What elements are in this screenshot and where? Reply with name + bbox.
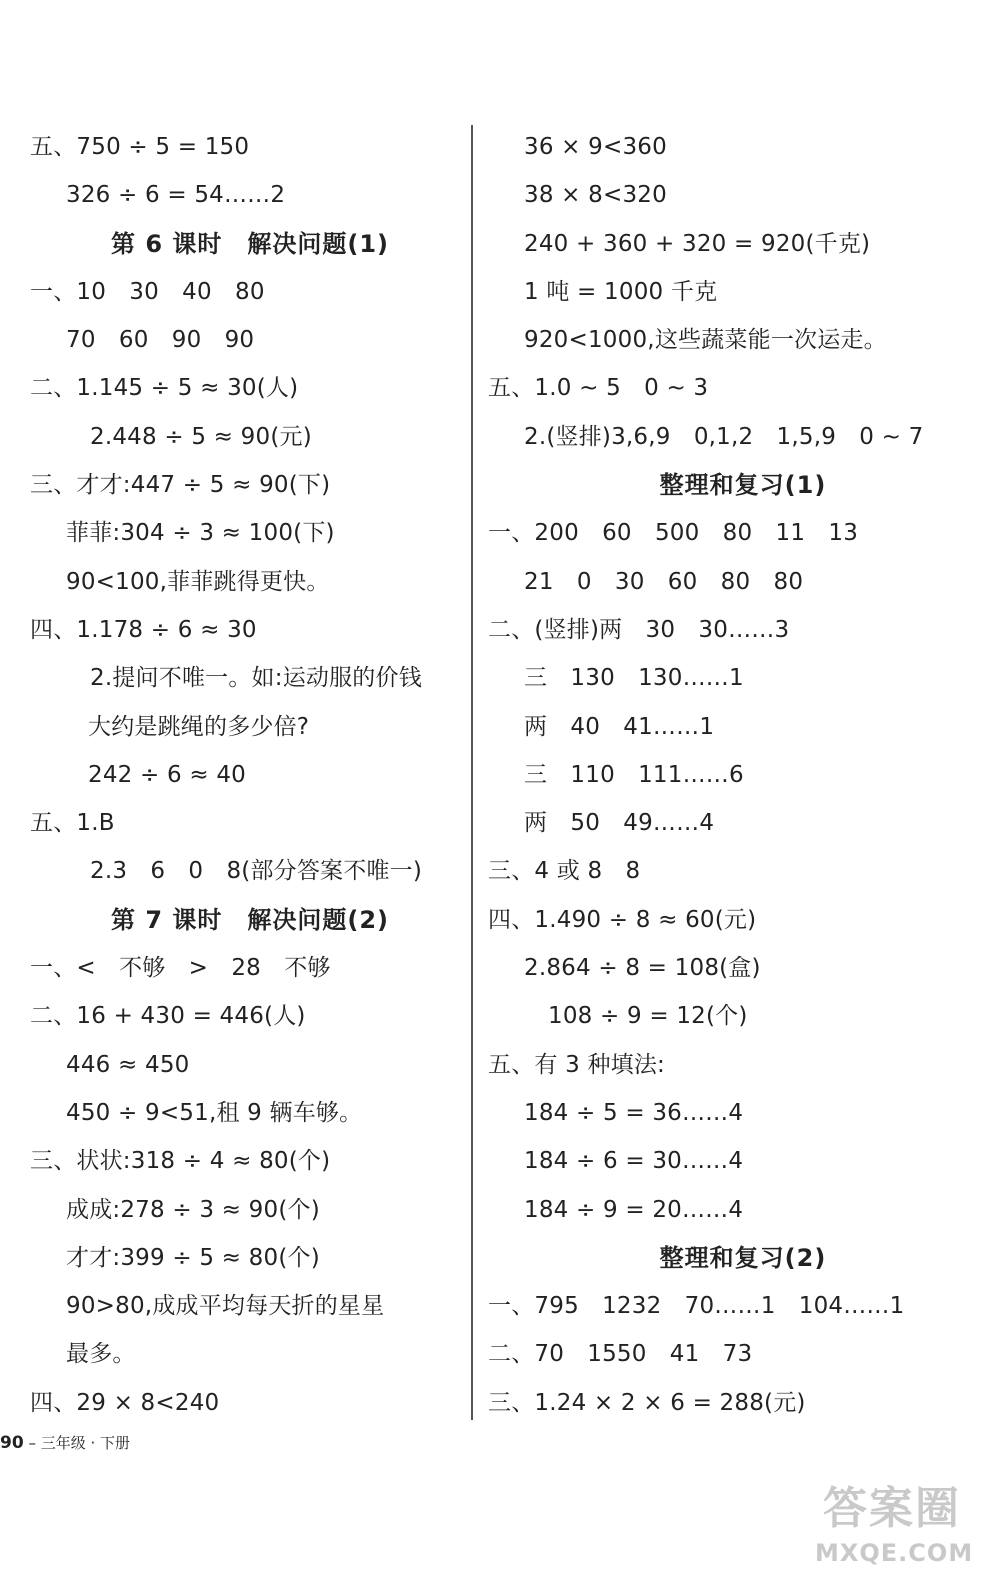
- answer-line: 五、750 ÷ 5 = 150: [30, 134, 250, 160]
- page-footer: [0, 1432, 130, 1453]
- answer-line: 920<1000,这些蔬菜能一次运走。: [524, 327, 887, 354]
- answer-line: 326 ÷ 6 = 54……2: [66, 182, 286, 209]
- answer-line: 108 ÷ 9 = 12(个): [548, 1003, 748, 1030]
- answer-line: 2.提问不唯一。如:运动服的价钱: [90, 665, 422, 692]
- answer-line: 2.3 6 0 8(部分答案不唯一): [90, 858, 423, 885]
- answer-line: 最多。: [66, 1341, 136, 1368]
- answer-line: 242 ÷ 6 ≈ 40: [88, 761, 246, 788]
- answer-line: 四、29 × 8<240: [30, 1389, 220, 1416]
- answer-line: 1 吨 = 1000 千克: [524, 278, 718, 305]
- footer-separator: –: [28, 1434, 36, 1452]
- answer-line: 二、1.145 ÷ 5 ≈ 30(人): [30, 375, 299, 402]
- answer-line: 三、1.24 × 2 × 6 = 288(元): [488, 1389, 806, 1416]
- answer-line: 90>80,成成平均每天折的星星: [66, 1293, 385, 1320]
- answer-line: 五、有 3 种填法:: [488, 1051, 666, 1078]
- section-heading: 整理和复习(2): [659, 1243, 827, 1272]
- answer-line: 两 40 41……1: [524, 713, 715, 740]
- watermark-bottom: MXQE.COM: [815, 1539, 974, 1567]
- answer-line: 一、795 1232 70……1 104……1: [488, 1293, 905, 1320]
- answer-line: 二、(竖排)两 30 30……3: [488, 616, 790, 643]
- answer-line: 五、1.0 ~ 5 0 ~ 3: [488, 375, 709, 402]
- answer-line: 36 × 9<360: [524, 134, 667, 160]
- answer-line: 菲菲:304 ÷ 3 ≈ 100(下): [66, 520, 335, 547]
- answer-line: 二、70 1550 41 73: [488, 1341, 753, 1368]
- answer-line: 184 ÷ 6 = 30……4: [524, 1148, 744, 1175]
- answer-line: 2.864 ÷ 8 = 108(盒): [524, 955, 761, 982]
- left-column: [30, 123, 470, 1427]
- answer-line: 184 ÷ 9 = 20……4: [524, 1196, 744, 1223]
- footer-grade: 三年级 · 下册: [40, 1434, 131, 1452]
- answer-line: 才才:399 ÷ 5 ≈ 80(个): [66, 1244, 320, 1271]
- answer-line: 一、10 30 40 80: [30, 278, 265, 305]
- answer-line: 三、才才:447 ÷ 5 ≈ 90(下): [30, 472, 331, 499]
- answer-line: 一、200 60 500 80 11 13: [488, 520, 859, 547]
- answer-line: 38 × 8<320: [524, 182, 667, 209]
- answer-line: 二、16 + 430 = 446(人): [30, 1003, 306, 1030]
- section-heading: 第 6 课时 解决问题(1): [110, 229, 390, 258]
- watermark-logo: [815, 1480, 990, 1575]
- answer-line: 90<100,菲菲跳得更快。: [66, 568, 330, 595]
- answer-line: 70 60 90 90: [66, 327, 255, 354]
- answer-line: 五、1.B: [30, 810, 115, 837]
- section-heading: 整理和复习(1): [659, 471, 827, 500]
- answer-line: 三 110 111……6: [524, 761, 744, 788]
- answer-line: 446 ≈ 450: [66, 1051, 190, 1078]
- watermark-top: 答案圈: [823, 1483, 961, 1534]
- page-number: 90: [0, 1433, 24, 1453]
- answer-line: 三 130 130……1: [524, 665, 744, 692]
- column-divider: [471, 125, 473, 1420]
- answer-line: 2.448 ÷ 5 ≈ 90(元): [90, 423, 312, 450]
- answer-line: 四、1.178 ÷ 6 ≈ 30: [30, 616, 257, 643]
- answer-line: 184 ÷ 5 = 36……4: [524, 1099, 744, 1126]
- answer-line: 成成:278 ÷ 3 ≈ 90(个): [66, 1196, 320, 1223]
- answer-line: 四、1.490 ÷ 8 ≈ 60(元): [488, 906, 757, 933]
- answer-line: 两 50 49……4: [524, 810, 715, 837]
- answer-line: 2.(竖排)3,6,9 0,1,2 1,5,9 0 ~ 7: [524, 423, 924, 450]
- answer-line: 一、< 不够 > 28 不够: [30, 955, 331, 982]
- right-column: [488, 123, 988, 1427]
- answer-line: 21 0 30 60 80 80: [524, 568, 804, 595]
- answer-line: 三、状状:318 ÷ 4 ≈ 80(个): [30, 1148, 331, 1175]
- section-heading: 第 7 课时 解决问题(2): [110, 905, 390, 934]
- answer-line: 240 + 360 + 320 = 920(千克): [524, 230, 871, 257]
- answer-line: 450 ÷ 9<51,租 9 辆车够。: [66, 1099, 363, 1126]
- answer-line: 三、4 或 8 8: [488, 858, 641, 885]
- answer-line: 大约是跳绳的多少倍?: [88, 713, 310, 740]
